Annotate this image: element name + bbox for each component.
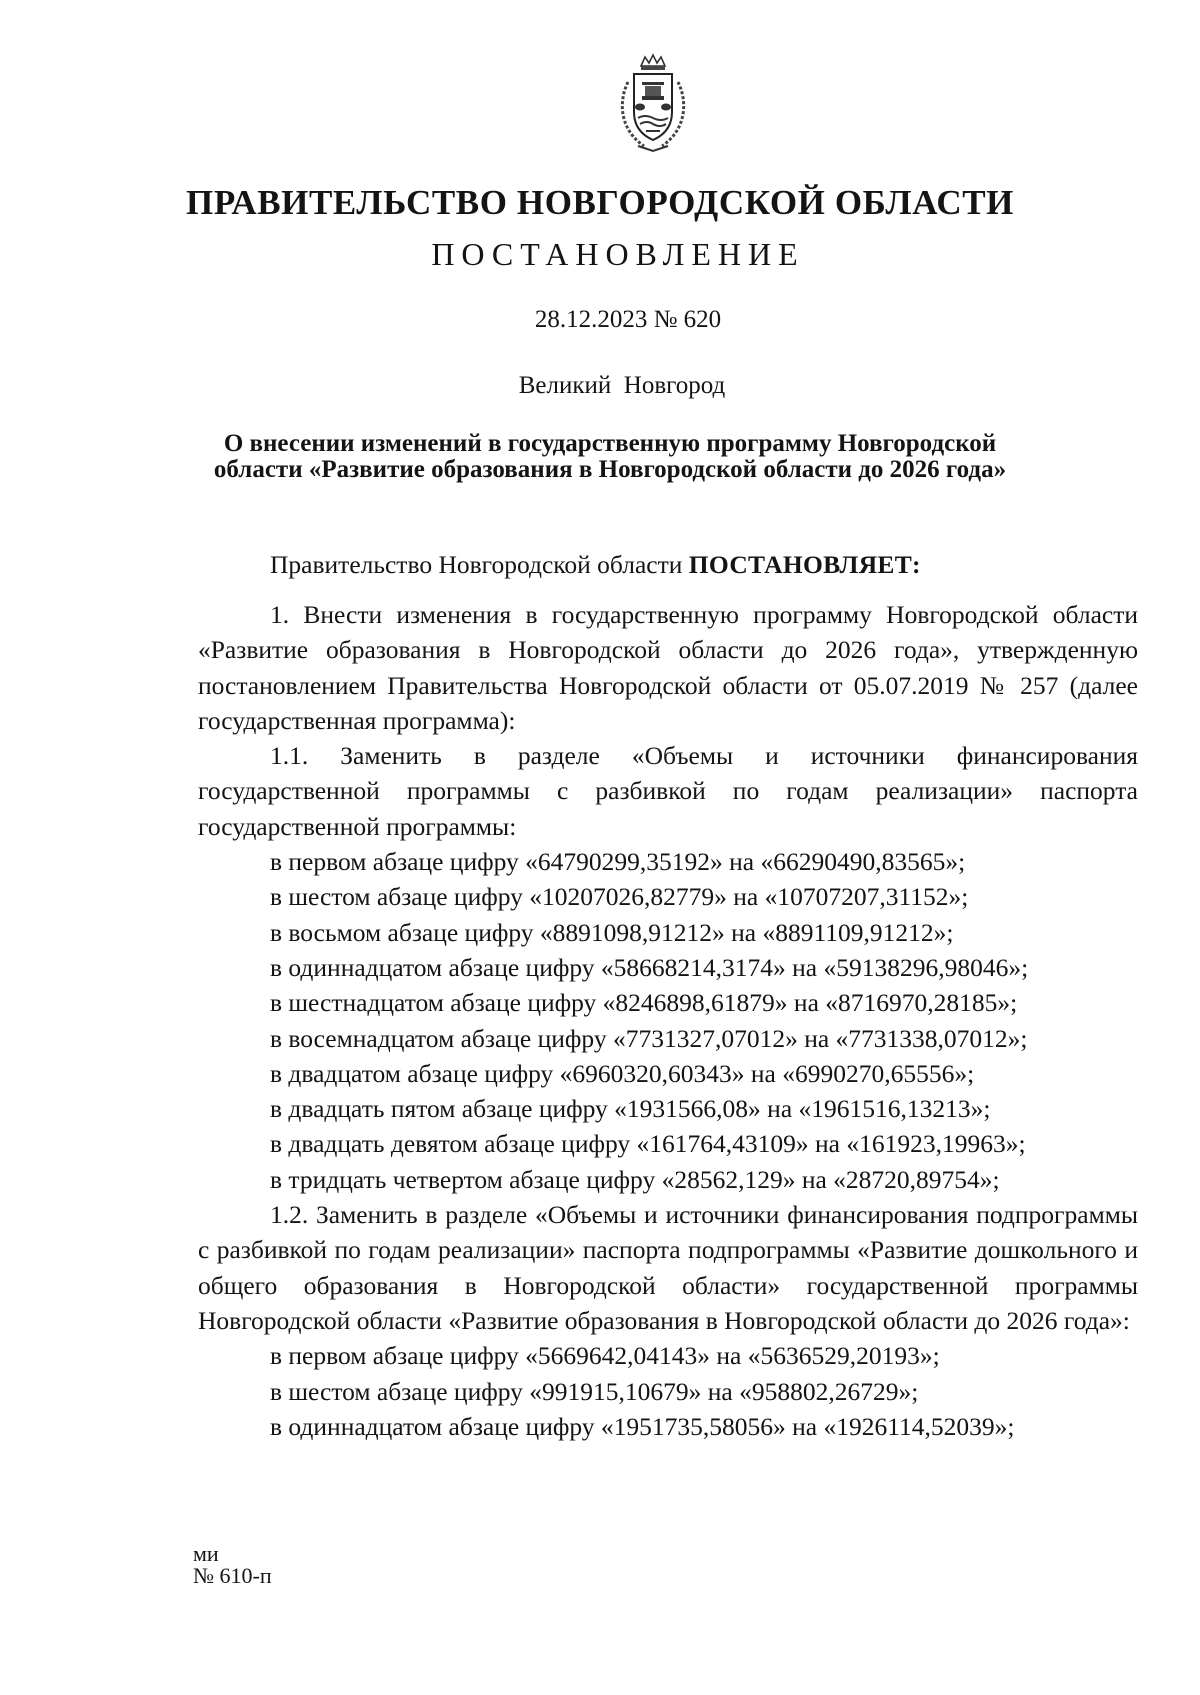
list-item: в восьмом абзаце цифру «8891098,91212» на «8891109,91212»; (270, 917, 954, 947)
document-date-number: 28.12.2023 № 620 (534, 306, 722, 333)
paragraph-1-1: 1.1. Заменить в разделе «Объемы и источники финансирования государственной программы с разбивкой по годам реализации» паспорта государственной программы: (198, 741, 1138, 841)
list-item: в первом абзаце цифру «5669642,04143» на «5636529,20193»; (270, 1341, 940, 1371)
document-subject (0, 431, 1200, 483)
list-item: в шестнадцатом абзаце цифру «8246898,61879» на «8716970,28185»; (270, 988, 1018, 1018)
paragraph-1: 1. Внести изменения в государственную программу Новгородской области «Развитие образования в Новгородской области до 2026 года», утвержденную постановлением Правительства Новгородской области от 05.07.2019 № 257 (далее государственная программа): (198, 600, 1138, 735)
list-item: в одиннадцатом абзаце цифру «1951735,58056» на «1926114,52039»; (270, 1411, 1015, 1441)
subject-line-2: области «Развитие образования в Новгородской области до 2026 года» (213, 456, 1007, 483)
government-title: ПРАВИТЕЛЬСТВО НОВГОРОДСКОЙ ОБЛАСТИ (186, 183, 1014, 222)
preamble-emphasis: ПОСТАНОВЛЯЕТ: (688, 550, 921, 579)
list-item: в двадцатом абзаце цифру «6960320,60343» на «6990270,65556»; (270, 1058, 975, 1088)
list-item: в тридцать четвертом абзаце цифру «28562,129» на «28720,89754»; (270, 1164, 1000, 1194)
coat-of-arms-icon (614, 52, 692, 156)
list-item: в шестом абзаце цифру «10207026,82779» на «10707207,31152»; (270, 882, 969, 912)
document-city: Великий Новгород (518, 372, 726, 399)
list-item: в одиннадцатом абзаце цифру «58668214,3174» на «59138296,98046»; (270, 952, 1029, 982)
subject-line-1: О внесении изменений в государственную программу Новгородской (223, 430, 997, 457)
document-type: ПОСТАНОВЛЕНИЕ (431, 236, 805, 272)
preamble-text: Правительство Новгородской области (270, 550, 689, 579)
footer-reference: № 610-п (193, 1563, 272, 1588)
list-item: в двадцать девятом абзаце цифру «161764,43109» на «161923,19963»; (270, 1129, 1026, 1159)
list-item: в первом абзаце цифру «64790299,35192» на «66290490,83565»; (270, 847, 966, 877)
list-item: в двадцать пятом абзаце цифру «1931566,08» на «1961516,13213»; (270, 1094, 991, 1124)
document-body (198, 597, 1138, 1444)
preamble (270, 550, 921, 580)
footer-initials: ми (193, 1541, 219, 1566)
document-footer (193, 1543, 272, 1587)
list-item: в восемнадцатом абзаце цифру «7731327,07012» на «7731338,07012»; (270, 1023, 1028, 1053)
paragraph-1-2: 1.2. Заменить в разделе «Объемы и источники финансирования подпрограммы с разбивкой по годам реализации» паспорта подпрограммы «Развитие дошкольного и общего образования в Новгородской области» государственной программы Новгородской области «Развитие образования в Новгородской области до 2026 года»: (198, 1200, 1138, 1335)
list-item: в шестом абзаце цифру «991915,10679» на «958802,26729»; (270, 1376, 919, 1406)
